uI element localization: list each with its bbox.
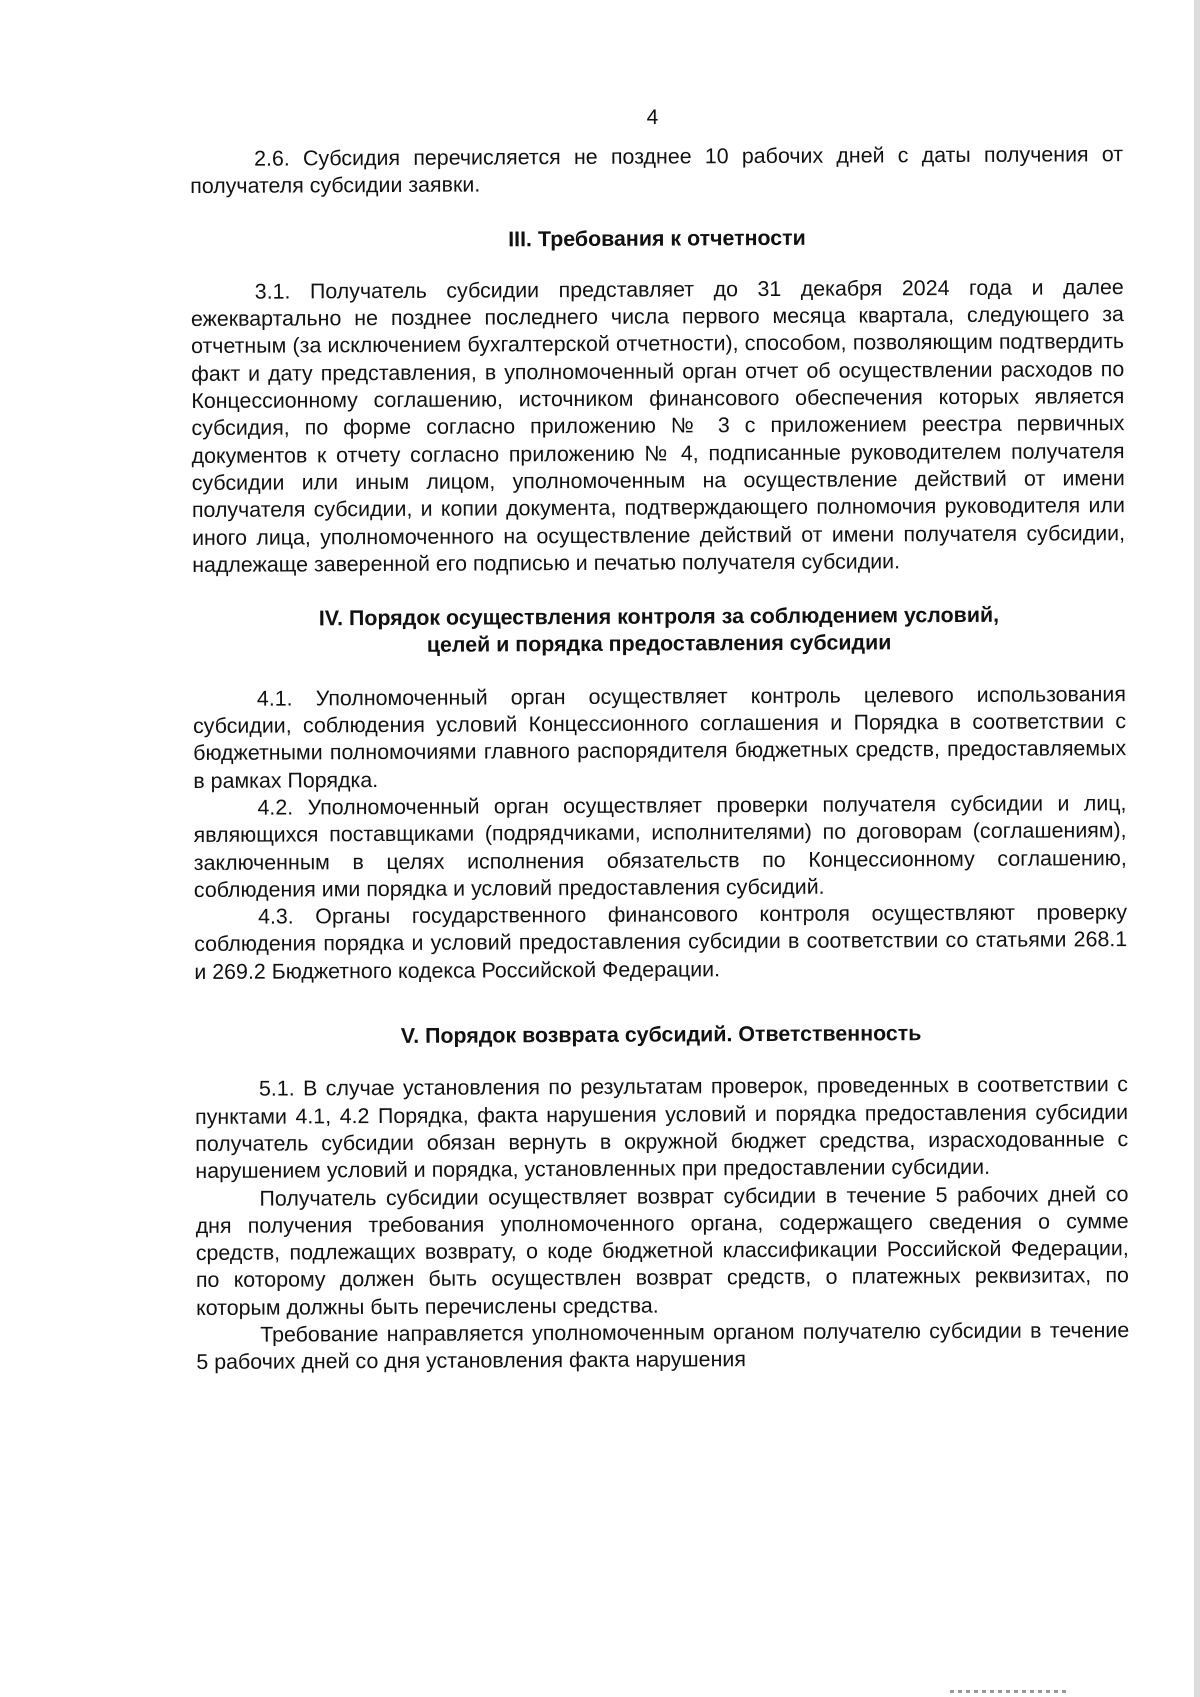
paragraph-4-1: 4.1. Уполномоченный орган осуществляет контроль целевого использования субсидии, соблюдения условий Концессионного соглашения и Порядка в соответствии с бюджетными полномочиями главного распорядителя бюджетных средств, предоставляемых в рамках Порядка.	[192, 681, 1127, 793]
paragraph-2-6: 2.6. Субсидия перечисляется не позднее 10 рабочих дней с даты получения от получателя субсидии заявки.	[190, 142, 1124, 199]
page-number: 4	[646, 106, 659, 129]
paragraph-4-3: 4.3. Органы государственного финансового контроля осуществляют проверку соблюдения порядка и условий предоставления субсидии в соответствии со статьями 268.1 и 269.2 Бюджетного кодекса Российской Федерации.	[194, 900, 1128, 984]
heading-section-4-line-2: целей и порядка предоставления субсидии	[426, 630, 892, 658]
page-edge-shadow	[1194, 0, 1200, 1697]
paragraph-3-1: 3.1. Получатель субсидии представляет до 31 декабря 2024 года и далее ежеквартально не позднее последнего числа первого месяца квартала, следующего за отчетным (за исключением бухгалтерской отчетности), способом, позволяющим подтвердить факт и дату представления, в уполномоченный орган отчет об осуществлении расходов по Концессионному соглашению, источником финансового обеспечения которых является субсидия, по форме согласно приложению № 3 с приложением реестра первичных документов к отчету согласно приложению № 4, подписанные руководителем получателя субсидии или иным лицом, уполномоченным на осуществление действий от имени получателя субсидии, и копии документа, подтверждающего полномочия руководителя или иного лица, уполномоченного на осуществление действий от имени получателя субсидии, надлежаще заверенной его подписью и печатью получателя субсидии.	[190, 275, 1126, 577]
paragraph-4-2: 4.2. Уполномоченный орган осуществляет проверки получателя субсидии и лиц, являющихся поставщиками (подрядчиками, исполнителями) по договорам (соглашениям), заключенным в целях исполнения обязательств по Концессионному соглашению, соблюдения ими порядка и условий предоставления субсидий.	[193, 791, 1127, 902]
heading-section-5: V. Порядок возврата субсидий. Ответственность	[400, 1021, 922, 1048]
heading-section-3: III. Требования к отчетности	[508, 225, 806, 251]
heading-section-4	[192, 601, 1125, 660]
paragraph-5-1: 5.1. В случае установления по результатам проверок, проведенных в соответствии с пунктами 4.1, 4.2 Порядка, факта нарушения условий и порядка предоставления субсидии получатель субсидии обязан вернуть в окружной бюджет средства, израсходованные с нарушением условий и порядка, установленных при предоставлении субсидии.	[195, 1072, 1129, 1184]
paragraph-5-1-requirement: Требование направляется уполномоченным органом получателю субсидии в течение 5 рабочих дней со дня установления факта нарушения	[196, 1318, 1130, 1375]
heading-section-4-line-1: IV. Порядок осуществления контроля за соблюдением условий,	[318, 602, 1000, 631]
scan-artifact	[950, 1690, 1070, 1693]
document-body	[190, 141, 1129, 1376]
paragraph-5-1-refund-term: Получатель субсидии осуществляет возврат субсидии в течение 5 рабочих дней со дня получения требования уполномоченного органа, содержащего сведения о сумме средств, подлежащих возврату, о коде бюджетной классификации Российской Федерации, по которому должен быть осуществлен возврат средств, о платежных реквизитах, по которым должны быть перечислены средства.	[195, 1181, 1129, 1320]
